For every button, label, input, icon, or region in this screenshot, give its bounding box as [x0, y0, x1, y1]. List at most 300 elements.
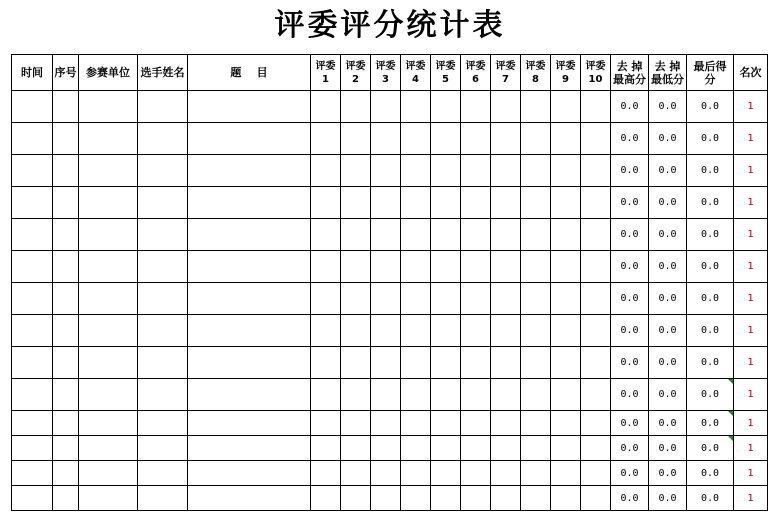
judge-score-cell-6[interactable]: [461, 486, 491, 511]
judge-score-cell-4[interactable]: [401, 187, 431, 219]
topic-cell[interactable]: [188, 251, 311, 283]
final-score-cell[interactable]: 0.0: [687, 251, 734, 283]
rank-cell[interactable]: 1: [734, 219, 768, 251]
topic-cell[interactable]: [188, 123, 311, 155]
judge-score-cell-10[interactable]: [581, 91, 611, 123]
header-time[interactable]: 时间: [12, 55, 53, 91]
header-rank[interactable]: 名次: [734, 55, 768, 91]
drop-high-cell[interactable]: 0.0: [611, 251, 649, 283]
judge-score-cell-5[interactable]: [431, 315, 461, 347]
judge-score-cell-5[interactable]: [431, 486, 461, 511]
judge-score-cell-6[interactable]: [461, 123, 491, 155]
seq-cell[interactable]: [53, 315, 79, 347]
contestant-cell[interactable]: [138, 155, 188, 187]
judge-score-cell-3[interactable]: [371, 486, 401, 511]
judge-score-cell-3[interactable]: [371, 436, 401, 461]
drop-high-cell[interactable]: 0.0: [611, 379, 649, 411]
header-judge-4[interactable]: [401, 55, 431, 91]
judge-score-cell-7[interactable]: [491, 91, 521, 123]
judge-score-cell-6[interactable]: [461, 187, 491, 219]
judge-score-cell-6[interactable]: [461, 315, 491, 347]
judge-score-cell-9[interactable]: [551, 219, 581, 251]
drop-high-cell[interactable]: 0.0: [611, 283, 649, 315]
final-score-cell[interactable]: 0.0: [687, 187, 734, 219]
judge-score-cell-5[interactable]: [431, 347, 461, 379]
judge-score-cell-7[interactable]: [491, 461, 521, 486]
drop-low-cell[interactable]: 0.0: [649, 486, 687, 511]
judge-score-cell-6[interactable]: [461, 379, 491, 411]
judge-score-cell-8[interactable]: [521, 486, 551, 511]
drop-low-cell[interactable]: 0.0: [649, 219, 687, 251]
seq-cell[interactable]: [53, 461, 79, 486]
topic-cell[interactable]: [188, 283, 311, 315]
header-topic[interactable]: 题 目: [188, 55, 311, 91]
header-judge-1[interactable]: [311, 55, 341, 91]
judge-score-cell-10[interactable]: [581, 315, 611, 347]
judge-score-cell-5[interactable]: [431, 219, 461, 251]
final-score-cell[interactable]: 0.0: [687, 347, 734, 379]
judge-score-cell-10[interactable]: [581, 155, 611, 187]
drop-low-cell[interactable]: 0.0: [649, 123, 687, 155]
seq-cell[interactable]: [53, 187, 79, 219]
rank-cell[interactable]: 1: [734, 379, 768, 411]
judge-score-cell-1[interactable]: [311, 315, 341, 347]
judge-score-cell-1[interactable]: [311, 123, 341, 155]
time-cell[interactable]: [12, 315, 53, 347]
rank-cell[interactable]: 1: [734, 411, 768, 436]
rank-cell[interactable]: 1: [734, 461, 768, 486]
drop-high-cell[interactable]: 0.0: [611, 219, 649, 251]
seq-cell[interactable]: [53, 486, 79, 511]
judge-score-cell-10[interactable]: [581, 283, 611, 315]
unit-cell[interactable]: [79, 461, 138, 486]
judge-score-cell-5[interactable]: [431, 411, 461, 436]
judge-score-cell-9[interactable]: [551, 283, 581, 315]
judge-score-cell-2[interactable]: [341, 219, 371, 251]
judge-score-cell-7[interactable]: [491, 315, 521, 347]
judge-score-cell-5[interactable]: [431, 436, 461, 461]
rank-cell[interactable]: 1: [734, 155, 768, 187]
unit-cell[interactable]: [79, 436, 138, 461]
topic-cell[interactable]: [188, 379, 311, 411]
judge-score-cell-5[interactable]: [431, 461, 461, 486]
judge-score-cell-1[interactable]: [311, 91, 341, 123]
drop-low-cell[interactable]: 0.0: [649, 251, 687, 283]
judge-score-cell-7[interactable]: [491, 155, 521, 187]
final-score-cell[interactable]: 0.0: [687, 283, 734, 315]
contestant-cell[interactable]: [138, 379, 188, 411]
judge-score-cell-6[interactable]: [461, 219, 491, 251]
judge-score-cell-9[interactable]: [551, 461, 581, 486]
header-drop-high[interactable]: [611, 55, 649, 91]
seq-cell[interactable]: [53, 155, 79, 187]
judge-score-cell-1[interactable]: [311, 461, 341, 486]
header-unit[interactable]: 参赛单位: [79, 55, 138, 91]
header-judge-5[interactable]: [431, 55, 461, 91]
judge-score-cell-10[interactable]: [581, 379, 611, 411]
contestant-cell[interactable]: [138, 91, 188, 123]
rank-cell[interactable]: 1: [734, 251, 768, 283]
judge-score-cell-5[interactable]: [431, 283, 461, 315]
score-table: [11, 54, 768, 511]
time-cell[interactable]: [12, 187, 53, 219]
judge-score-cell-1[interactable]: [311, 187, 341, 219]
judge-score-cell-9[interactable]: [551, 315, 581, 347]
time-cell[interactable]: [12, 283, 53, 315]
seq-cell[interactable]: [53, 91, 79, 123]
judge-score-cell-9[interactable]: [551, 91, 581, 123]
final-score-cell[interactable]: 0.0: [687, 155, 734, 187]
judge-score-cell-3[interactable]: [371, 347, 401, 379]
judge-number: 3: [382, 73, 389, 85]
judge-score-cell-4[interactable]: [401, 436, 431, 461]
judge-score-cell-3[interactable]: [371, 155, 401, 187]
unit-cell[interactable]: [79, 347, 138, 379]
drop-low-cell[interactable]: 0.0: [649, 155, 687, 187]
time-cell[interactable]: [12, 379, 53, 411]
table-row: [12, 379, 768, 411]
final-score-cell[interactable]: 0.0: [687, 91, 734, 123]
judge-score-cell-8[interactable]: [521, 251, 551, 283]
judge-score-cell-8[interactable]: [521, 411, 551, 436]
judge-score-cell-3[interactable]: [371, 411, 401, 436]
topic-cell[interactable]: [188, 187, 311, 219]
final-score-cell[interactable]: 0.0: [687, 436, 734, 461]
drop-high-cell[interactable]: 0.0: [611, 315, 649, 347]
final-score-cell[interactable]: 0.0: [687, 411, 734, 436]
judge-label: 评委: [465, 60, 486, 72]
drop-high-cell[interactable]: 0.0: [611, 436, 649, 461]
judge-score-cell-5[interactable]: [431, 91, 461, 123]
header-judge-7[interactable]: [491, 55, 521, 91]
judge-score-cell-7[interactable]: [491, 379, 521, 411]
seq-cell[interactable]: [53, 436, 79, 461]
judge-score-cell-7[interactable]: [491, 347, 521, 379]
judge-score-cell-2[interactable]: [341, 123, 371, 155]
judge-score-cell-7[interactable]: [491, 486, 521, 511]
judge-score-cell-10[interactable]: [581, 486, 611, 511]
rank-cell[interactable]: 1: [734, 91, 768, 123]
judge-score-cell-2[interactable]: [341, 379, 371, 411]
judge-score-cell-9[interactable]: [551, 347, 581, 379]
header-contestant[interactable]: 选手姓名: [138, 55, 188, 91]
time-cell[interactable]: [12, 411, 53, 436]
judge-score-cell-5[interactable]: [431, 379, 461, 411]
judge-score-cell-8[interactable]: [521, 461, 551, 486]
drop-low-cell[interactable]: 0.0: [649, 347, 687, 379]
rank-cell[interactable]: 1: [734, 486, 768, 511]
judge-score-cell-3[interactable]: [371, 219, 401, 251]
time-cell[interactable]: [12, 155, 53, 187]
header-judge-2[interactable]: [341, 55, 371, 91]
unit-cell[interactable]: [79, 283, 138, 315]
unit-cell[interactable]: [79, 155, 138, 187]
judge-score-cell-2[interactable]: [341, 315, 371, 347]
contestant-cell[interactable]: [138, 461, 188, 486]
time-cell[interactable]: [12, 461, 53, 486]
contestant-cell[interactable]: [138, 436, 188, 461]
unit-cell[interactable]: [79, 91, 138, 123]
judge-score-cell-8[interactable]: [521, 123, 551, 155]
cell-indicator-flag: [728, 411, 733, 416]
topic-cell[interactable]: [188, 411, 311, 436]
judge-score-cell-3[interactable]: [371, 91, 401, 123]
judge-score-cell-3[interactable]: [371, 187, 401, 219]
contestant-cell[interactable]: [138, 251, 188, 283]
topic-cell[interactable]: [188, 219, 311, 251]
judge-score-cell-1[interactable]: [311, 436, 341, 461]
judge-score-cell-4[interactable]: [401, 411, 431, 436]
judge-score-cell-10[interactable]: [581, 187, 611, 219]
judge-score-cell-6[interactable]: [461, 347, 491, 379]
unit-cell[interactable]: [79, 219, 138, 251]
judge-score-cell-2[interactable]: [341, 155, 371, 187]
judge-score-cell-2[interactable]: [341, 347, 371, 379]
unit-cell[interactable]: [79, 123, 138, 155]
judge-score-cell-9[interactable]: [551, 486, 581, 511]
seq-cell[interactable]: [53, 219, 79, 251]
judge-score-cell-8[interactable]: [521, 436, 551, 461]
judge-score-cell-4[interactable]: [401, 461, 431, 486]
rank-cell[interactable]: 1: [734, 123, 768, 155]
seq-cell[interactable]: [53, 123, 79, 155]
judge-score-cell-8[interactable]: [521, 379, 551, 411]
rank-cell[interactable]: 1: [734, 315, 768, 347]
judge-score-cell-2[interactable]: [341, 91, 371, 123]
final-score-cell[interactable]: 0.0: [687, 486, 734, 511]
drop-high-cell[interactable]: 0.0: [611, 91, 649, 123]
judge-score-cell-4[interactable]: [401, 379, 431, 411]
judge-score-cell-6[interactable]: [461, 411, 491, 436]
judge-score-cell-4[interactable]: [401, 155, 431, 187]
time-cell[interactable]: [12, 251, 53, 283]
judge-score-cell-3[interactable]: [371, 251, 401, 283]
table-row: [12, 219, 768, 251]
drop-high-cell[interactable]: 0.0: [611, 123, 649, 155]
header-final[interactable]: [687, 55, 734, 91]
seq-cell[interactable]: [53, 283, 79, 315]
contestant-cell[interactable]: [138, 219, 188, 251]
judge-score-cell-4[interactable]: [401, 283, 431, 315]
header-drop-low[interactable]: [649, 55, 687, 91]
unit-cell[interactable]: [79, 315, 138, 347]
judge-score-cell-6[interactable]: [461, 251, 491, 283]
topic-cell[interactable]: [188, 486, 311, 511]
judge-score-cell-9[interactable]: [551, 379, 581, 411]
drop-low-cell[interactable]: 0.0: [649, 91, 687, 123]
judge-score-cell-4[interactable]: [401, 347, 431, 379]
judge-score-cell-1[interactable]: [311, 155, 341, 187]
drop-high-cell[interactable]: 0.0: [611, 461, 649, 486]
drop-low-cell[interactable]: 0.0: [649, 436, 687, 461]
topic-cell[interactable]: [188, 155, 311, 187]
judge-label: 评委: [315, 60, 336, 72]
drop-high-cell[interactable]: 0.0: [611, 411, 649, 436]
cell-indicator-flag: [728, 379, 733, 384]
judge-score-cell-4[interactable]: [401, 486, 431, 511]
drop-low-cell[interactable]: 0.0: [649, 379, 687, 411]
drop-low-cell[interactable]: 0.0: [649, 283, 687, 315]
header-judge-8[interactable]: [521, 55, 551, 91]
drop-high-cell[interactable]: 0.0: [611, 347, 649, 379]
rank-cell[interactable]: 1: [734, 283, 768, 315]
judge-score-cell-1[interactable]: [311, 379, 341, 411]
unit-cell[interactable]: [79, 411, 138, 436]
contestant-cell[interactable]: [138, 283, 188, 315]
time-cell[interactable]: [12, 486, 53, 511]
contestant-cell[interactable]: [138, 315, 188, 347]
judge-score-cell-1[interactable]: [311, 283, 341, 315]
judge-score-cell-1[interactable]: [311, 411, 341, 436]
final-score-cell[interactable]: 0.0: [687, 315, 734, 347]
judge-score-cell-5[interactable]: [431, 123, 461, 155]
final-score-cell[interactable]: 0.0: [687, 379, 734, 411]
contestant-cell[interactable]: [138, 486, 188, 511]
header-seq[interactable]: 序号: [53, 55, 79, 91]
judge-score-cell-10[interactable]: [581, 347, 611, 379]
rank-cell[interactable]: 1: [734, 347, 768, 379]
unit-cell[interactable]: [79, 379, 138, 411]
judge-score-cell-2[interactable]: [341, 411, 371, 436]
contestant-cell[interactable]: [138, 347, 188, 379]
contestant-cell[interactable]: [138, 187, 188, 219]
judge-score-cell-5[interactable]: [431, 251, 461, 283]
judge-score-cell-9[interactable]: [551, 436, 581, 461]
judge-score-cell-8[interactable]: [521, 187, 551, 219]
judge-score-cell-6[interactable]: [461, 91, 491, 123]
judge-score-cell-1[interactable]: [311, 251, 341, 283]
unit-cell[interactable]: [79, 251, 138, 283]
rank-cell[interactable]: 1: [734, 436, 768, 461]
judge-score-cell-10[interactable]: [581, 461, 611, 486]
judge-score-cell-8[interactable]: [521, 155, 551, 187]
judge-score-cell-7[interactable]: [491, 219, 521, 251]
judge-score-cell-10[interactable]: [581, 411, 611, 436]
judge-score-cell-10[interactable]: [581, 219, 611, 251]
judge-label: 评委: [525, 60, 546, 72]
time-cell[interactable]: [12, 436, 53, 461]
judge-score-cell-2[interactable]: [341, 187, 371, 219]
judge-score-cell-10[interactable]: [581, 436, 611, 461]
judge-score-cell-4[interactable]: [401, 219, 431, 251]
header-judge-9[interactable]: [551, 55, 581, 91]
table-row: [12, 436, 768, 461]
judge-score-cell-2[interactable]: [341, 486, 371, 511]
judge-score-cell-7[interactable]: [491, 411, 521, 436]
judge-score-cell-6[interactable]: [461, 461, 491, 486]
unit-cell[interactable]: [79, 187, 138, 219]
judge-score-cell-6[interactable]: [461, 155, 491, 187]
judge-score-cell-10[interactable]: [581, 123, 611, 155]
judge-score-cell-1[interactable]: [311, 347, 341, 379]
judge-label: 评委: [375, 60, 396, 72]
header-drop-low-line: 最低分: [651, 72, 684, 86]
judge-score-cell-8[interactable]: [521, 315, 551, 347]
drop-low-cell[interactable]: 0.0: [649, 461, 687, 486]
topic-cell[interactable]: [188, 315, 311, 347]
judge-score-cell-9[interactable]: [551, 155, 581, 187]
drop-low-cell[interactable]: 0.0: [649, 315, 687, 347]
unit-cell[interactable]: [79, 486, 138, 511]
final-score-cell[interactable]: 0.0: [687, 123, 734, 155]
table-row: [12, 461, 768, 486]
judge-score-cell-2[interactable]: [341, 436, 371, 461]
judge-score-cell-8[interactable]: [521, 219, 551, 251]
judge-score-cell-5[interactable]: [431, 187, 461, 219]
judge-score-cell-4[interactable]: [401, 123, 431, 155]
time-cell[interactable]: [12, 219, 53, 251]
judge-score-cell-2[interactable]: [341, 283, 371, 315]
seq-cell[interactable]: [53, 379, 79, 411]
judge-score-cell-7[interactable]: [491, 251, 521, 283]
seq-cell[interactable]: [53, 347, 79, 379]
time-cell[interactable]: [12, 123, 53, 155]
judge-score-cell-8[interactable]: [521, 283, 551, 315]
judge-score-cell-3[interactable]: [371, 315, 401, 347]
rank-cell[interactable]: 1: [734, 187, 768, 219]
judge-score-cell-4[interactable]: [401, 315, 431, 347]
judge-score-cell-9[interactable]: [551, 251, 581, 283]
judge-label: 评委: [405, 60, 426, 72]
judge-score-cell-8[interactable]: [521, 91, 551, 123]
judge-score-cell-5[interactable]: [431, 155, 461, 187]
topic-cell[interactable]: [188, 461, 311, 486]
final-score-cell[interactable]: 0.0: [687, 219, 734, 251]
seq-cell[interactable]: [53, 251, 79, 283]
drop-high-cell[interactable]: 0.0: [611, 187, 649, 219]
judge-score-cell-6[interactable]: [461, 283, 491, 315]
judge-score-cell-4[interactable]: [401, 251, 431, 283]
judge-score-cell-1[interactable]: [311, 219, 341, 251]
judge-score-cell-3[interactable]: [371, 379, 401, 411]
judge-score-cell-7[interactable]: [491, 283, 521, 315]
seq-cell[interactable]: [53, 411, 79, 436]
judge-score-cell-6[interactable]: [461, 436, 491, 461]
drop-high-cell[interactable]: 0.0: [611, 155, 649, 187]
judge-score-cell-4[interactable]: [401, 91, 431, 123]
judge-score-cell-3[interactable]: [371, 283, 401, 315]
final-score-cell[interactable]: 0.0: [687, 461, 734, 486]
header-judge-3[interactable]: [371, 55, 401, 91]
drop-low-cell[interactable]: 0.0: [649, 187, 687, 219]
judge-score-cell-1[interactable]: [311, 486, 341, 511]
judge-score-cell-10[interactable]: [581, 251, 611, 283]
topic-cell[interactable]: [188, 436, 311, 461]
time-cell[interactable]: [12, 347, 53, 379]
topic-cell[interactable]: [188, 347, 311, 379]
judge-score-cell-7[interactable]: [491, 436, 521, 461]
contestant-cell[interactable]: [138, 123, 188, 155]
judge-score-cell-7[interactable]: [491, 187, 521, 219]
drop-high-cell[interactable]: 0.0: [611, 486, 649, 511]
judge-score-cell-3[interactable]: [371, 461, 401, 486]
header-judge-6[interactable]: [461, 55, 491, 91]
judge-score-cell-9[interactable]: [551, 187, 581, 219]
judge-score-cell-2[interactable]: [341, 461, 371, 486]
judge-score-cell-2[interactable]: [341, 251, 371, 283]
judge-score-cell-3[interactable]: [371, 123, 401, 155]
topic-cell[interactable]: [188, 91, 311, 123]
header-judge-10[interactable]: [581, 55, 611, 91]
judge-score-cell-8[interactable]: [521, 347, 551, 379]
judge-score-cell-9[interactable]: [551, 123, 581, 155]
drop-low-cell[interactable]: 0.0: [649, 411, 687, 436]
contestant-cell[interactable]: [138, 411, 188, 436]
time-cell[interactable]: [12, 91, 53, 123]
judge-score-cell-7[interactable]: [491, 123, 521, 155]
judge-score-cell-9[interactable]: [551, 411, 581, 436]
header-row: [12, 55, 768, 91]
